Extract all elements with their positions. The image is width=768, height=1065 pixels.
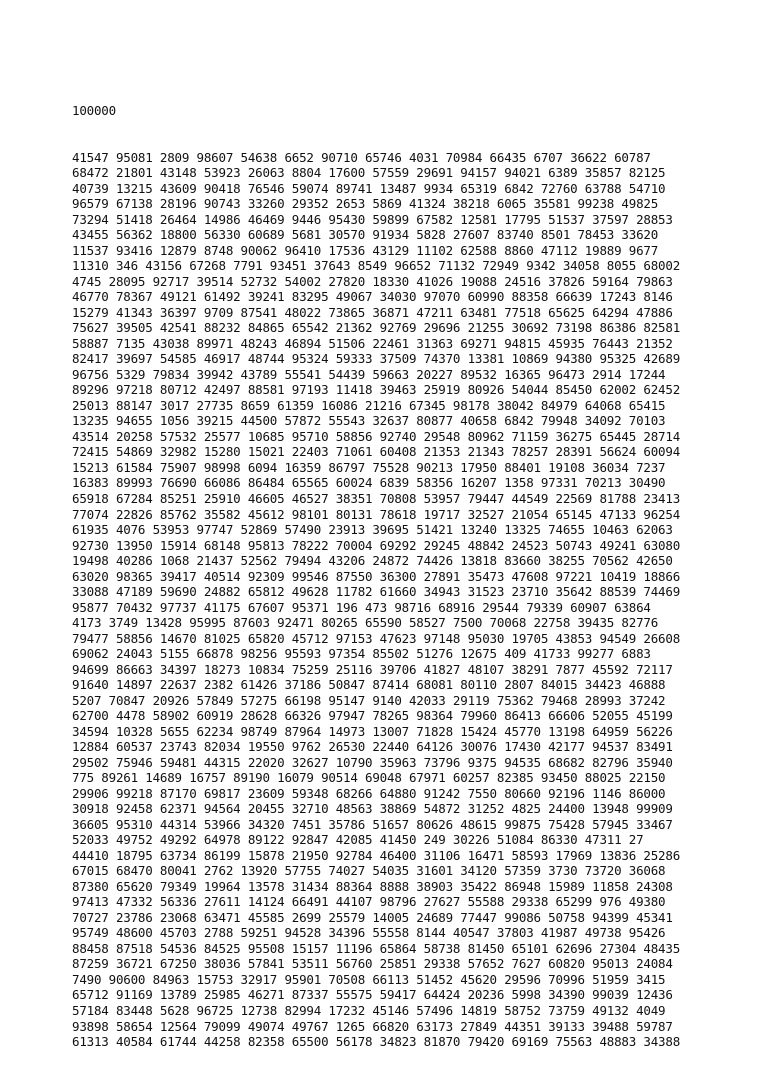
number-line: 29906 99218 87170 69817 23609 59348 68266 64880 91242 7550 80660 92196 1146 86000 [72, 785, 666, 801]
number-line: 61935 4076 53953 97747 52869 57490 23913 39695 51421 13240 13325 74655 10463 62063 [72, 522, 673, 538]
number-line: 65918 67284 85251 25910 46605 46527 38351 70808 53957 79447 44549 22569 81788 23413 [72, 490, 681, 506]
number-line: 89296 97218 80712 42497 88581 97193 11418 39463 25919 80926 54044 85450 62002 62452 [72, 382, 681, 398]
number-line: 775 89261 14689 16757 89190 16079 90514 69048 67971 60257 82385 93450 88025 22150 [72, 770, 666, 786]
number-line: 4173 3749 13428 95995 87603 92471 80265 65590 58527 7500 70068 22758 39435 82776 [72, 615, 659, 631]
document-header: 100000 [72, 103, 116, 119]
number-line: 77074 22826 85762 35582 45612 98101 80131 78618 19717 32527 21054 65145 47133 96254 [72, 506, 681, 522]
number-line: 41547 95081 2809 98607 54638 6652 90710 65746 4031 70984 66435 6707 36622 60787 [72, 149, 651, 165]
number-line: 13235 94655 1056 39215 44500 57872 55543 32637 80877 40658 6842 79948 34092 70103 [72, 413, 666, 429]
number-line: 16383 89993 76690 66086 86484 65565 60024 6839 58356 16207 1358 97331 70213 30490 [72, 475, 666, 491]
number-line: 33088 47189 59690 24882 65812 49628 11782 61660 34943 31523 23710 35642 88539 74469 [72, 584, 681, 600]
number-line: 69062 24043 5155 66878 98256 95593 97354 85502 51276 12675 409 41733 99277 6883 [72, 646, 651, 662]
number-line: 19498 40286 1068 21437 52562 79494 43206 24872 74426 13818 83660 38255 70562 42650 [72, 553, 673, 569]
number-line: 29502 75946 59481 44315 22020 32627 10790 35963 73796 9375 94535 68682 82796 35940 [72, 754, 673, 770]
number-line: 15213 61584 75907 98998 6094 16359 86797 75528 90213 17950 88401 19108 36034 7237 [72, 459, 666, 475]
number-line: 75627 39505 42541 88232 84865 65542 21362 92769 29696 21255 30692 73198 86386 82581 [72, 320, 681, 336]
number-line: 46770 78367 49121 61492 39241 83295 49067 34030 97070 60990 88358 66639 17243 8146 [72, 289, 673, 305]
number-line: 7490 90600 84963 15753 32917 95901 70508 66113 51452 45620 29596 70996 51959 3415 [72, 971, 666, 987]
number-line: 79477 58856 14670 81025 65820 45712 97153 47623 97148 95030 19705 43853 94549 26608 [72, 630, 681, 646]
number-line: 70727 23786 23068 63471 45585 2699 25579 14005 24689 77447 99086 50758 94399 45341 [72, 909, 673, 925]
number-line: 82417 39697 54585 46917 48744 95324 59333 37509 74370 13381 10869 94380 95325 42689 [72, 351, 681, 367]
number-line: 91640 14897 22637 2382 61426 37186 50847 87414 68081 80110 2807 84015 34423 46888 [72, 677, 666, 693]
number-line: 95749 48600 45703 2788 59251 94528 34396 55558 8144 40547 37803 41987 49738 95426 [72, 925, 666, 941]
number-line: 11537 93416 12879 8748 90062 96410 17536 43129 11102 62588 8860 47112 19889 9677 [72, 242, 659, 258]
number-line: 96756 5329 79834 39942 43789 55541 54439 59663 20227 89532 16365 96473 2914 17244 [72, 366, 666, 382]
number-line: 40739 13215 43609 90418 76546 59074 89741 13487 9934 65319 6842 72760 63788 54710 [72, 180, 666, 196]
number-line: 96579 67138 28196 90743 33260 29352 2653 5869 41324 38218 6065 35581 99238 49825 [72, 196, 659, 212]
number-line: 5207 70847 20926 57849 57275 66198 95147 9140 42033 29119 75362 79468 28993 37242 [72, 692, 666, 708]
number-line: 62700 4478 58902 60919 28628 66326 97947 78265 98364 79960 86413 66606 52055 45199 [72, 708, 673, 724]
number-line: 4745 28095 92717 39514 52732 54002 27820 18330 41026 19088 24516 37826 59164 79863 [72, 273, 673, 289]
number-line: 72415 54869 32982 15280 15021 22403 71061 60408 21353 21343 78257 28391 56624 60094 [72, 444, 681, 460]
number-line: 36605 95310 44314 53966 34320 7451 35786 51657 80626 48615 99875 75428 57945 33467 [72, 816, 673, 832]
number-line: 67015 68470 80041 2762 13920 57755 74027 54035 31601 34120 57359 3730 73720 36068 [72, 863, 666, 879]
number-line: 15279 41343 36397 9709 87541 48022 73865 36871 47211 63481 77518 65625 64294 47886 [72, 304, 673, 320]
number-line: 92730 13950 15914 68148 95813 78222 70004 69292 29245 48842 24523 50743 49241 63080 [72, 537, 681, 553]
number-line: 43455 56362 18800 56330 60689 5681 30570 91934 5828 27607 83740 8501 78453 33620 [72, 227, 659, 243]
number-line: 87259 36721 67250 38036 57841 53511 56760 25851 29338 57652 7627 60820 95013 24084 [72, 956, 673, 972]
number-line: 61313 40584 61744 44258 82358 65500 56178 34823 81870 79420 69169 75563 48883 34388 [72, 1034, 681, 1050]
number-line: 25013 88147 3017 27735 8659 61359 16086 21216 67345 98178 38042 84979 64068 65415 [72, 397, 666, 413]
number-lines [72, 150, 762, 1050]
number-line: 11310 346 43156 67268 7791 93451 37643 8549 96652 71132 72949 9342 34058 8055 68002 [72, 258, 681, 274]
number-line: 63020 98365 39417 40514 92309 99546 87550 36300 27891 35473 47608 97221 10419 18866 [72, 568, 681, 584]
number-line: 65712 91169 13789 25985 46271 87337 55575 59417 64424 20236 5998 34390 99039 12436 [72, 987, 673, 1003]
number-line: 57184 83448 5628 96725 12738 82994 17232 45146 57496 14819 58752 73759 49132 4049 [72, 1003, 666, 1018]
number-document [72, 72, 762, 1065]
number-line: 93898 58654 12564 79099 49074 49767 1265 66820 63173 27849 44351 39133 39488 59787 [72, 1018, 673, 1034]
number-line: 34594 10328 5655 62234 98749 87964 14973 13007 71828 15424 45770 13198 64959 56226 [72, 723, 673, 739]
number-line: 58887 7135 43038 89971 48243 46894 51506 22461 31363 69271 94815 45935 76443 21352 [72, 335, 673, 351]
number-line: 12884 60537 23743 82034 19550 9762 26530 22440 64126 30076 17430 42177 94537 83491 [72, 739, 673, 755]
number-line: 30918 92458 62371 94564 20455 32710 48563 38869 54872 31252 4825 24400 13948 99909 [72, 801, 673, 817]
number-line: 44410 18795 63734 86199 15878 21950 92784 46400 31106 16471 58593 17969 13836 25286 [72, 847, 681, 863]
number-line: 94699 86663 34397 18273 10834 75259 25116 39706 41827 48107 38291 7877 45592 72117 [72, 661, 673, 677]
number-line: 97413 47332 56336 27611 14124 66491 44107 98796 27627 55588 29338 65299 976 49380 [72, 894, 666, 910]
number-line: 73294 51418 26464 14986 46469 9446 95430 59899 67582 12581 17795 51537 37597 28853 [72, 211, 673, 227]
number-line: 43514 20258 57532 25577 10685 95710 58856 92740 29548 80962 71159 36275 65445 28714 [72, 428, 681, 444]
number-line: 87380 65620 79349 19964 13578 31434 88364 8888 38903 35422 86948 15989 11858 24308 [72, 878, 673, 894]
number-line: 88458 87518 54536 84525 95508 15157 11196 65864 58738 81450 65101 62696 27304 48435 [72, 940, 681, 956]
number-line: 95877 70432 97737 41175 67607 95371 196 473 98716 68916 29544 79339 60907 63864 [72, 599, 651, 615]
number-line: 52033 49752 49292 64978 89122 92847 42085 41450 249 30226 51084 86330 47311 27 [72, 832, 644, 848]
number-line: 68472 21801 43148 53923 26063 8804 17600 57559 29691 94157 94021 6389 35857 82125 [72, 165, 666, 181]
